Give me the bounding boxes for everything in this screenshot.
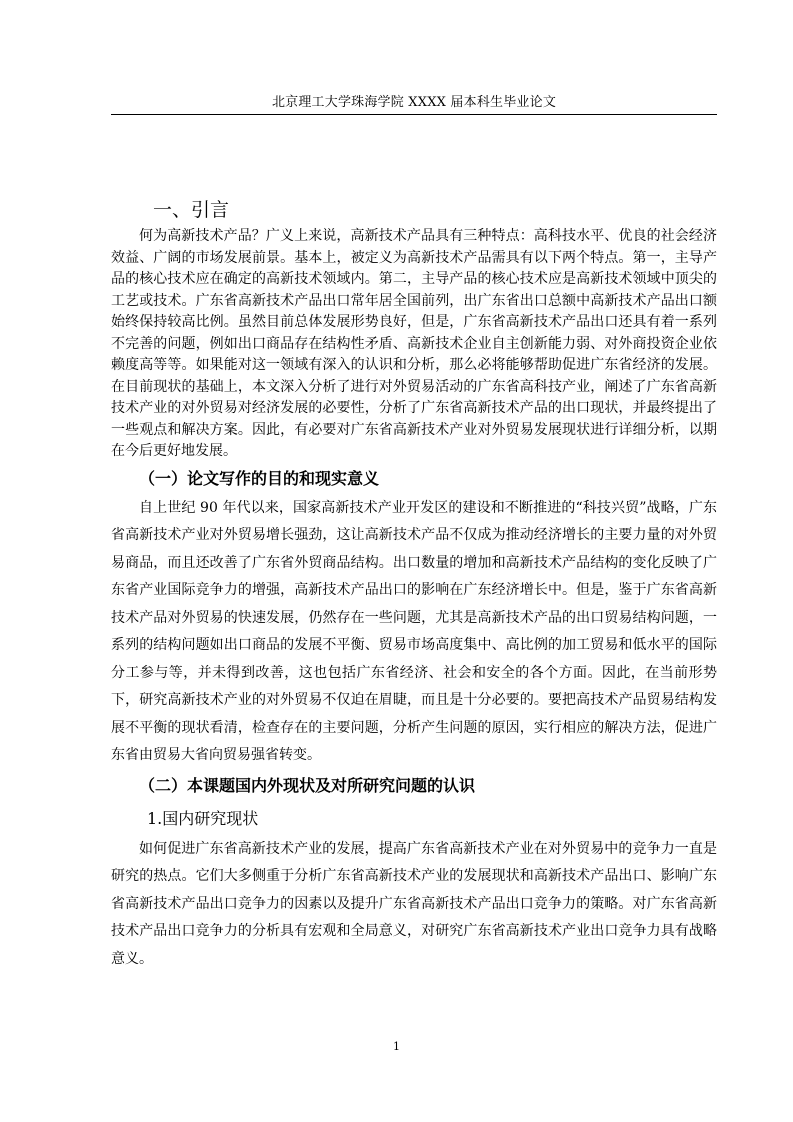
page-content <box>111 194 717 973</box>
subsubsection-title-domestic-research: 1.国内研究现状 <box>147 808 259 828</box>
subsection-title-research-status: （二）本课题国内外现状及对所研究问题的认识 <box>139 775 476 795</box>
page-number: 1 <box>393 1040 400 1053</box>
running-header: 北京理工大学珠海学院 XXXX 届本科生毕业论文 <box>271 95 557 110</box>
introduction-paragraph: 何为高新技术产品？广义上来说，高新技术产品具有三种特点：高科技水平、优良的社会经济效益、广阔的市场发展前景。基本上，被定义为高新技术产品需具有以下两个特点。第一，主导产品的核心技术应在确定的高新技术领域内。第二，主导产品的核心技术应是高新技术领域中顶尖的工艺或技术。广东省高新技术产品出口常年居全国前列，出广东省出口总额中高新技术产品出口额始终保持较高比例。虽然目前总体发展形势良好，但是，广东省高新技术产品出口还具有着一系列不完善的问题，例如出口商品存在结构性矛盾、高新技术企业自主创新能力弱、对外商投资企业依赖度高等等。如果能对这一领域有深入的认识和分析，那么必将能够帮助促进广东省经济的发展。在目前现状的基础上，本文深入分析了进行对外贸易活动的广东省高科技产业，阐述了广东省高新技术产业的对外贸易对经济发展的必要性，分析了广东省高新技术产品的出口现状，并最终提出了一些观点和解决方案。因此，有必要对广东省高新技术产业对外贸易发展现状进行详细分析，以期在今后更好地发展。 <box>111 228 717 459</box>
purpose-paragraph: 自上世纪 90 年代以来，国家高新技术产业开发区的建设和不断推进的“科技兴贸”战略，广东省高新技术产业对外贸易增长强劲，这让高新技术产品不仅成为推动经济增长的主要力量的对外贸易商品，而且还改善了广东省外贸商品结构。出口数量的增加和高新技术产品结构的变化反映了广东省产业国际竞争力的增强，高新技术产品出口的影响在广东经济增长中。但是，鉴于广东省高新技术产品对外贸易的快速发展，仍然存在一些问题，尤其是高新技术产品的出口贸易结构问题，一系列的结构问题如出口商品的发展不平衡、贸易市场高度集中、高比例的加工贸易和低水平的国际分工参与等，并未得到改善，这也包括广东省经济、社会和安全的各个方面。因此，在当前形势下，研究高新技术产业的对外贸易不仅迫在眉睫，而且是十分必要的。要把高技术产品贸易结构发展不平衡的现状看清，检查存在的主要问题，分析产生问题的原因，实行相应的解决方法，促进广东省由贸易大省向贸易强省转变。 <box>111 499 717 763</box>
section-title-introduction: 一、引言 <box>153 199 230 221</box>
domestic-research-paragraph: 如何促进广东省高新技术产业的发展，提高广东省高新技术产业在对外贸易中的竞争力一直是研究的热点。它们大多侧重于分析广东省高新技术产业的发展现状和高新技术产品出口、影响广东省高新技术产品出口竞争力的因素以及提升广东省高新技术产品出口竞争力的策略。对广东省高新技术产品出口竞争力的分析具有宏观和全局意义，对研究广东省高新技术产业出口竞争力具有战略意义。 <box>111 840 717 967</box>
subsection-title-purpose: （一）论文写作的目的和现实意义 <box>139 468 380 488</box>
header-rule <box>111 114 717 115</box>
